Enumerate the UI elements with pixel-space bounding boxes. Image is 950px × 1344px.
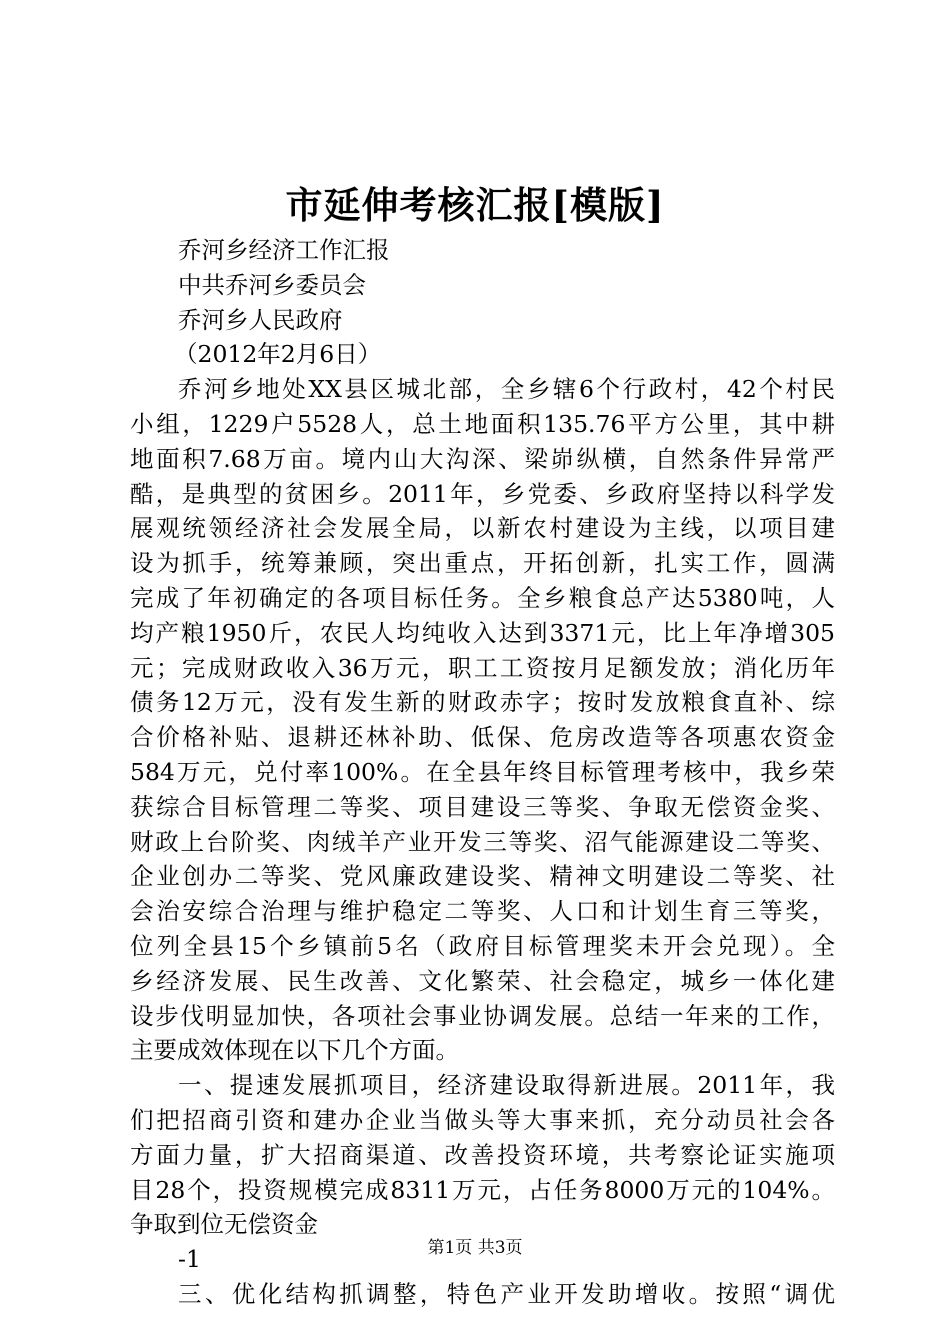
paragraph-line: 元；完成财政收入36万元，职工工资按月足额发放；消化历年 <box>130 653 835 682</box>
paragraph-line: 企业创办二等奖、党风廉政建设奖、精神文明建设二等奖、社 <box>130 862 835 891</box>
paragraph-line: 地面积7.68万亩。境内山大沟深、梁峁纵横，自然条件异常严 <box>130 444 835 473</box>
paragraph-line: 584万元，兑付率100%。在全县年终目标管理考核中，我乡荣 <box>130 757 835 786</box>
document-date: （2012年2月6日） <box>174 340 382 369</box>
paragraph-line: 酷，是典型的贫困乡。2011年，乡党委、乡政府坚持以科学发 <box>130 479 835 508</box>
paragraph-line: 设为抓手，统筹兼顾，突出重点，开拓创新，扎实工作，圆满 <box>130 549 835 578</box>
paragraph-line: 小组，1229户5528人，总土地面积135.76平方公里，其中耕 <box>130 409 835 438</box>
government-name: 乔河乡人民政府 <box>178 305 343 334</box>
paragraph-line: 会治安综合治理与维护稳定二等奖、人口和计划生育三等奖， <box>130 897 835 926</box>
paragraph-line: 目28个，投资规模完成8311万元，占任务8000万元的104%。 <box>130 1175 835 1204</box>
paragraph-line: 位列全县15个乡镇前5名（政府目标管理奖未开会兑现）。全 <box>130 931 835 960</box>
page-footer: 第1页 共3页 <box>427 1238 523 1258</box>
document-body <box>130 233 835 1312</box>
paragraph-line: 获综合目标管理二等奖、项目建设三等奖、争取无偿资金奖、 <box>130 792 835 821</box>
paragraph-line: 一、提速发展抓项目，经济建设取得新进展。2011年，我 <box>178 1071 835 1100</box>
committee-name: 中共乔河乡委员会 <box>178 270 366 299</box>
paragraph-line: 财政上台阶奖、肉绒羊产业开发三等奖、沼气能源建设二等奖、 <box>130 827 835 856</box>
paragraph-line: 主要成效体现在以下几个方面。 <box>130 1036 459 1065</box>
paragraph-line: 展观统领经济社会发展全局，以新农村建设为主线，以项目建 <box>130 514 835 543</box>
paragraph-line: 争取到位无偿资金 <box>130 1210 318 1239</box>
paragraph-line: 乔河乡地处XX县区城北部，全乡辖6个行政村，42个村民 <box>178 375 835 404</box>
section-heading: 乔河乡经济工作汇报 <box>178 236 390 264</box>
paragraph-line: 三、优化结构抓调整，特色产业开发助增收。按照“调优 <box>178 1279 835 1308</box>
paragraph-line: 均产粮1950斤，农民人均纯收入达到3371元，比上年净增305 <box>130 618 835 647</box>
paragraph-line: 方面力量，扩大招商渠道、改善投资环境，共考察论证实施项 <box>130 1140 835 1169</box>
inline-page-marker: -1 <box>178 1245 201 1274</box>
paragraph-line: 合价格补贴、退耕还林补助、低保、危房改造等各项惠农资金 <box>130 723 835 752</box>
paragraph-line: 完成了年初确定的各项目标任务。全乡粮食总产达5380吨，人 <box>130 583 835 612</box>
document-title: 市延伸考核汇报[模版] <box>285 183 665 227</box>
paragraph-line: 债务12万元，没有发生新的财政赤字；按时发放粮食直补、综 <box>130 688 835 717</box>
paragraph-line: 乡经济发展、民生改善、文化繁荣、社会稳定，城乡一体化建 <box>130 966 835 995</box>
paragraph-line: 设步伐明显加快，各项社会事业协调发展。总结一年来的工作， <box>130 1001 835 1030</box>
paragraph-line: 们把招商引资和建办企业当做头等大事来抓，充分动员社会各 <box>130 1105 835 1134</box>
